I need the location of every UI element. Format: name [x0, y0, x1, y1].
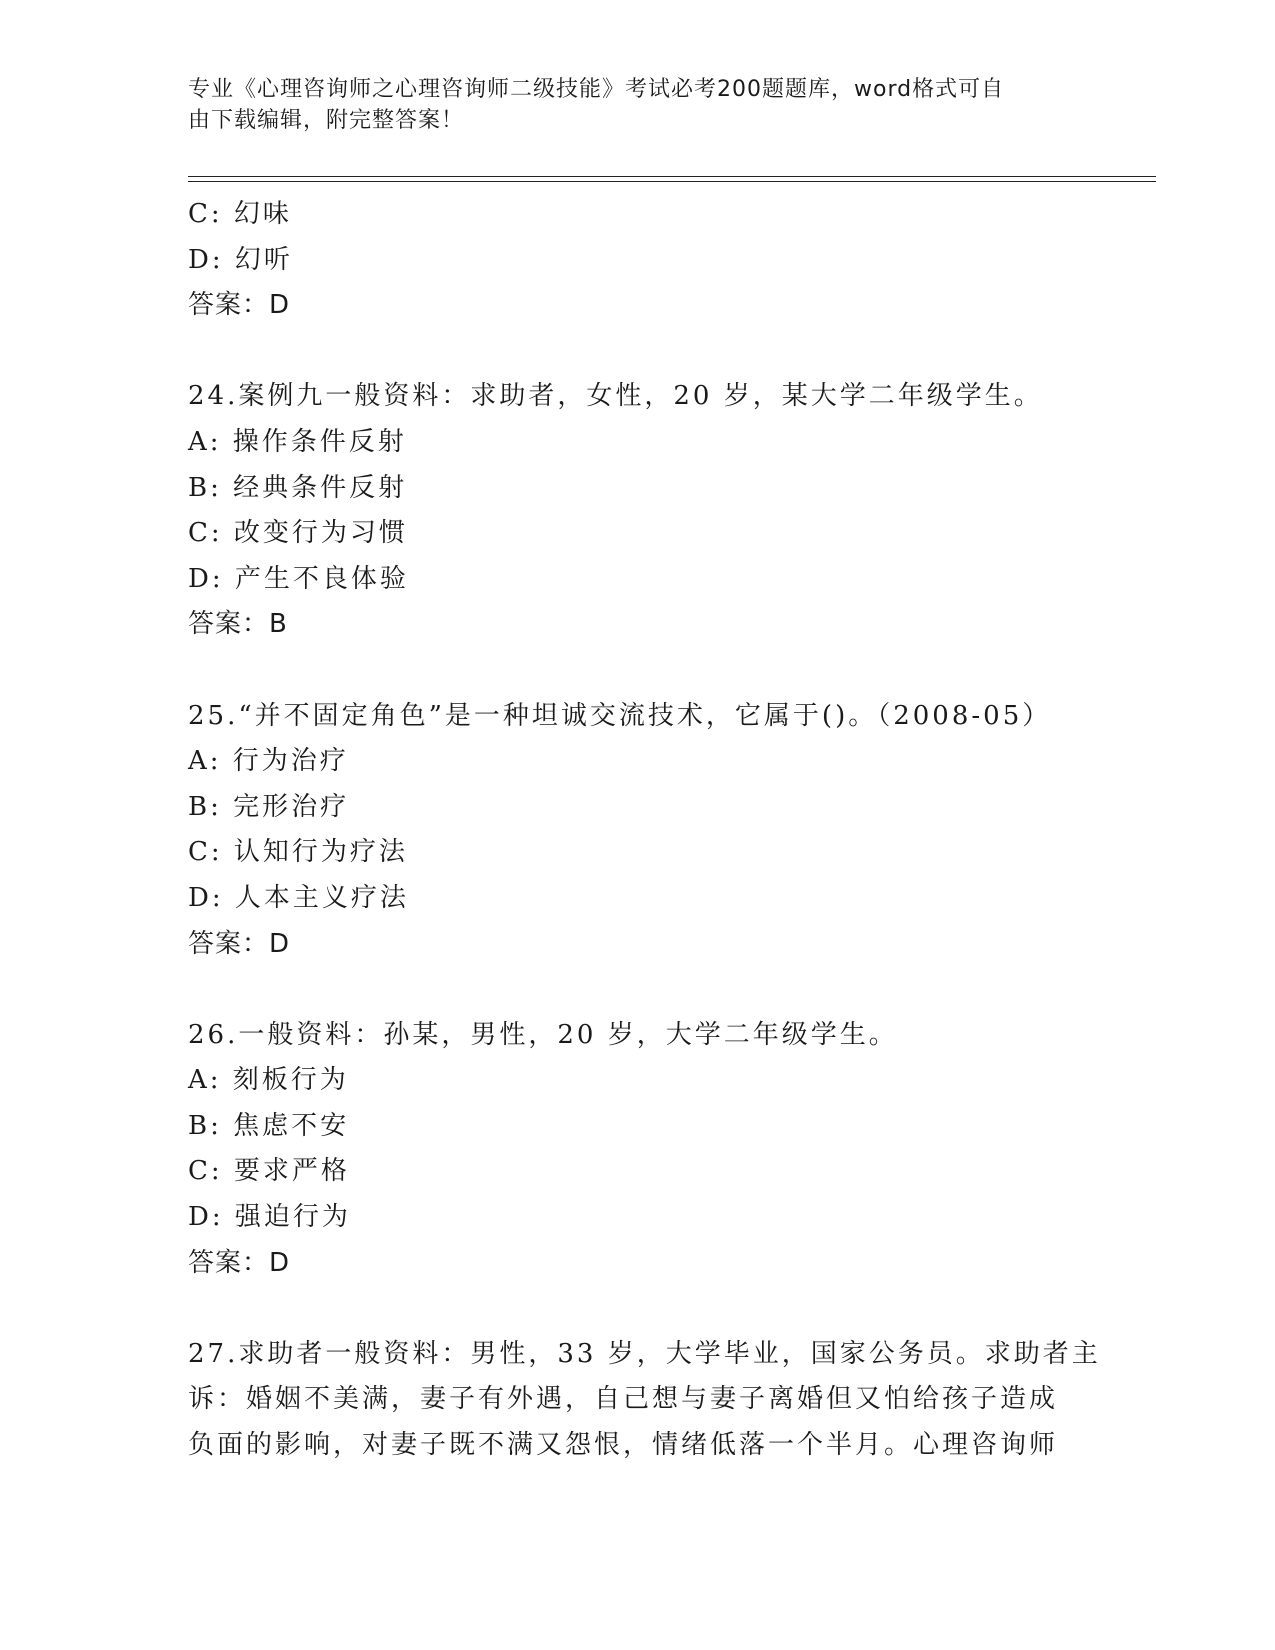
option-c: C: 认知行为疗法: [188, 837, 408, 868]
question-stem: 25.“并不固定角色”是一种坦诚交流技术，它属于()。（2008-05）: [188, 700, 1052, 731]
header-divider-bottom: [188, 181, 1156, 182]
option-d: D: 强迫行为: [188, 1202, 351, 1233]
question-stem-line-3: 负面的影响，对妻子既不满又怨恨，情绪低落一个半月。心理咨询师: [188, 1430, 1059, 1461]
option-b: B: 焦虑不安: [188, 1110, 350, 1141]
question-stem-line-2: 诉：婚姻不美满，妻子有外遇，自己想与妻子离婚但又怕给孩子造成: [188, 1384, 1059, 1415]
header-line-2: 由下载编辑，附完整答案！: [188, 108, 465, 133]
option-d: D: 人本主义疗法: [188, 882, 409, 913]
spacer: [188, 329, 1156, 375]
question-stem-line-1: 27.求助者一般资料：男性，33 岁，大学毕业，国家公务员。求助者主: [188, 1338, 1101, 1369]
answer-line: 答案：D: [188, 928, 291, 959]
header-line-1: 专业《心理咨询师之心理咨询师二级技能》考试必考200题题库，word格式可自: [188, 77, 1005, 102]
question-stem: 24.案例九一般资料：求助者，女性，20 岁，某大学二年级学生。: [188, 381, 1043, 412]
option-a: A: 操作条件反射: [188, 426, 407, 457]
option-c: C: 幻味: [188, 199, 292, 229]
option-a: A: 行为治疗: [188, 746, 349, 777]
option-b: B: 完形治疗: [188, 791, 350, 822]
option-c: C: 改变行为习惯: [188, 518, 408, 549]
page-header: [188, 74, 1068, 136]
answer-line: 答案：B: [188, 609, 288, 640]
question-list: [188, 192, 1156, 1469]
question-stem: 26.一般资料：孙某，男性，20 岁，大学二年级学生。: [188, 1019, 898, 1050]
answer-line: 答案：D: [188, 290, 291, 321]
option-b: B: 经典条件反射: [188, 472, 408, 503]
spacer: [188, 1286, 1156, 1332]
question-fragment: [188, 192, 1156, 329]
question-25: [188, 694, 1156, 968]
option-c: C: 要求严格: [188, 1156, 350, 1187]
spacer: [188, 648, 1156, 694]
question-26: [188, 1013, 1156, 1287]
option-d: D: 产生不良体验: [188, 563, 409, 594]
question-27: [188, 1332, 1156, 1469]
option-a: A: 刻板行为: [188, 1065, 349, 1096]
header-divider-top: [188, 176, 1156, 177]
answer-line: 答案：D: [188, 1247, 291, 1278]
option-d: D: 幻听: [188, 244, 293, 275]
question-24: [188, 374, 1156, 648]
spacer: [188, 967, 1156, 1013]
